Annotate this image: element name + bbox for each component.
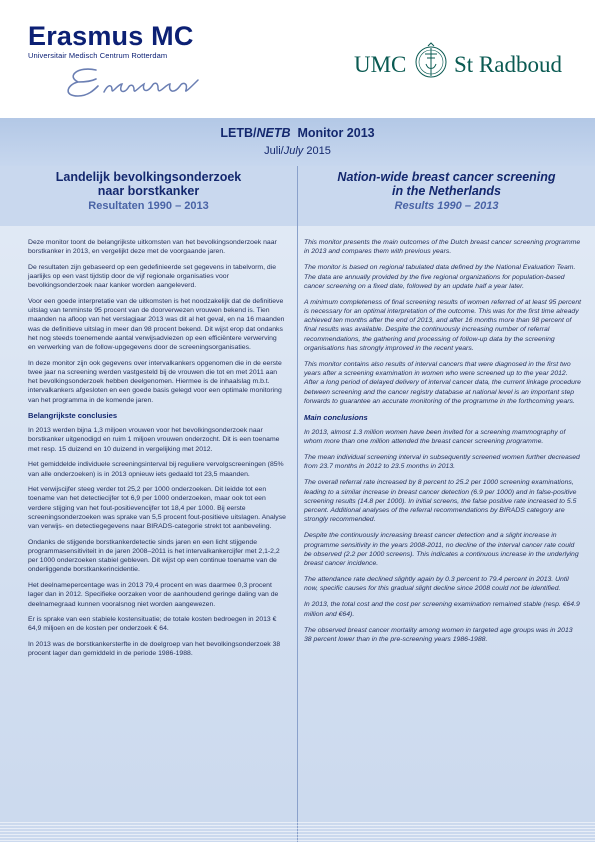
paragraph: De resultaten zijn gebaseerd op een gedefinieerde set gegevens in tabelvorm, die jaarlijks op een vast tijdstip door de vijf regionale organisaties voor bevolkingsonderzoek naar kanker worden aangeleverd. [28, 263, 277, 290]
date-italic: July [283, 145, 304, 157]
conclusion-paragraph: The overall referral rate increased by 8 percent to 25.2 per 1000 screening examinations, leading to a similar increase in breast cancer detection (6.9 per 1000) and in false-positive screening results (14.8 per 1000). In initial screens, the false positive rate increased to 5.5 percent. Additional analyses of the referral recommendations by BIRADS category are strongly recommended. [304, 479, 577, 524]
paragraph: This monitor presents the main outcomes of the Dutch breast cancer screening programme in 2013 and compares them with previous years. [304, 239, 581, 256]
paragraph: Voor een goede interpretatie van de uitkomsten is het noodzakelijk dat de definitieve uitslag van tenminste 95 procent van de doorverwezen vrouwen bekend is. Tien maanden na afloop van het verslagjaar 2013 was dit al het geval, en na 16 maanden was de definitieve uitslag in meer dan 98 procent bekend. Dit wijst erop dat ondanks het nog steeds toenemende aantal verwijsadviezen op een efficiëntere verwerving en verwerking van de follow-upgegevens door de screeningsorganisaties. [28, 298, 285, 352]
title-pre: LETB/ [220, 126, 257, 140]
conclusion-paragraph: Het deelnamepercentage was in 2013 79,4 procent en was daarmee 0,3 procent lager dan in 2012. Specifieke oorzaken voor de aanhoudend geringe daling van de deelnamegraad kunnen vooralsnog niet worden aangewezen. [28, 582, 279, 608]
page-header [0, 0, 595, 110]
english-title [298, 166, 595, 198]
bottom-stripe-decoration [0, 822, 595, 842]
dutch-body [28, 238, 286, 665]
erasmus-mc-title: Erasmus MC [28, 21, 194, 51]
dutch-column [0, 166, 297, 842]
date-post: 2015 [303, 145, 331, 157]
title-banner [0, 118, 595, 166]
dutch-column-header [0, 166, 297, 226]
conclusion-paragraph: Ondanks de stijgende borstkankerdetectie sinds jaren en een licht stijgende programmasensitiviteit in de jaren 2008–2011 is het intervalkankercijfer met 2,1-2,2 per 1000 onderzoeken stabiel gebleven. Dit wijst op een continue toename van de onderliggende borstkankerincidentie. [28, 538, 280, 574]
conclusion-paragraph: In 2013 werden bijna 1,3 miljoen vrouwen voor het bevolkingsonderzoek naar borstkanker uitgenodigd en ruim 1 miljoen vrouwen onderzocht. Dit is een toename met resp. 15 duizend en 10 duizend in vergelijking met 2012. [28, 427, 280, 453]
dutch-title-line1: Landelijk bevolkingsonderzoek [55, 170, 242, 184]
english-conclusions-heading: Main conclusions [304, 412, 368, 422]
english-title-line2: in the Netherlands [391, 184, 502, 198]
conclusion-paragraph: In 2013 was de borstkankersterfte in de doelgroep van het bevolkingsonderzoek 38 procent lager dan gemiddeld in de periode 1986-1988. [28, 641, 281, 658]
monitor-title [0, 126, 595, 140]
conclusion-paragraph: Het verwijscijfer steeg verder tot 25,2 per 1000 onderzoeken. Dit leidde tot een toename van het detectiecijfer tot 6,9 per 1000 onderzoeken, maar ook tot een verdere stijging van het fout-positievencijfer tot 18,4 per 1000. Bij eerste screeningsonderzoeken was sprake van 5,5 procent fout-positieve uitslagen. Analyse van verwijs- en detectiegegevens naar BIRADS-categorie strekt tot aanbeveling. [28, 486, 286, 531]
erasmus-mc-logo [28, 22, 258, 102]
conclusion-paragraph: In 2013, the total cost and the cost per screening examination remained stable (resp. €64.9 million and €64). [304, 601, 580, 618]
dutch-title [0, 166, 297, 198]
conclusion-paragraph: Despite the continuously increasing breast cancer detection and a slight increase in programme sensitivity in the years 2008-2011, no decline of the interval cancer rate could be observed (2.2 per 1000 screens). This indicates a continuous increase in the underlying breast cancer incidence. [304, 532, 579, 567]
erasmus-mc-subtitle: Universitair Medisch Centrum Rotterdam [28, 51, 168, 60]
english-subtitle: Results 1990 – 2013 [394, 200, 499, 212]
erasmus-signature-icon [48, 62, 218, 104]
umc-st-radboud-logo [354, 38, 574, 88]
paragraph: In deze monitor zijn ook gegevens over intervalkankers opgenomen die in de eerste twee jaar na screening werden vastgesteld bij de vrouwen die tot en met 2011 aan het bevolkingsonderzoek hebben deelgenomen. Hiermee is de inhaalslag m.b.t. intervalkankers afgesloten en een goede basis gelegd voor een optimale monitoring van het programma in de komende jaren. [28, 359, 282, 404]
conclusion-paragraph: The observed breast cancer mortality among women in targeted age groups was in 2013 38 percent lower than in the pre-screening years 1986-1988. [304, 626, 573, 643]
dutch-subtitle: Resultaten 1990 – 2013 [88, 200, 209, 212]
paragraph: This monitor contains also results of interval cancers that were diagnosed in the first two years after a screening examination in women who were screened up to the year 2012. After a long period of delayed delivery of interval cancer data, the current linkage procedure between screening and the cancer registry database at national level is an important step forwards to guarantee an accurate monitoring of the programme in the forthcoming years. [304, 360, 581, 405]
english-title-line1: Nation-wide breast cancer screening [337, 170, 556, 184]
paragraph: A minimum completeness of final screening results of women referred of at least 95 percent is necessary for an optimal interpretation of the outcome. This was for the first time already achieved ten months after the end of 2013, and after 16 months more than 98 percent of final results was available. Despite the continuously increasing number of referral recommendations, the gathering and processing of follow-up data by the screening organisations has strongly improved in the recent years. [304, 298, 582, 352]
conclusion-paragraph: The mean individual screening interval in subsequently screened women further decreased from 23.7 months in 2012 to 23.5 months in 2013. [304, 454, 580, 471]
paragraph: The monitor is based on regional tabulated data defined by the National Evaluation Team. The data are annually provided by the five regional organizations for population-based cancer screening on a fixed date, followed by an update half a year later. [304, 264, 576, 290]
radboud-seal-icon [414, 42, 448, 84]
date-pre: Juli/ [264, 145, 284, 157]
radboud-text: St Radboud [454, 52, 562, 77]
english-column-header [298, 166, 595, 226]
conclusion-paragraph: Er is sprake van een stabiele kostensituatie; de totale kosten bedroegen in 2013 € 64,9 miljoen en de kosten per onderzoek € 64. [28, 616, 277, 633]
umc-text: UMC [354, 52, 407, 77]
english-body [304, 238, 582, 651]
dutch-title-line2: naar borstkanker [97, 184, 200, 198]
title-italic: NETB [256, 126, 291, 140]
conclusion-paragraph: The attendance rate declined slightly again by 0.3 percent to 79.4 percent in 2013. Until now, specific causes for this gradual slight decline since 2008 could not be identified. [304, 576, 569, 593]
monitor-date [0, 145, 595, 157]
title-post: Monitor 2013 [290, 126, 375, 140]
paragraph: Deze monitor toont de belangrijkste uitkomsten van het bevolkingsonderzoek naar borstkanker in 2013, en vergelijkt deze met de voorgaande jaren. [28, 239, 277, 256]
english-column [298, 166, 595, 842]
dutch-conclusions-heading: Belangrijkste conclusies [28, 411, 118, 421]
conclusion-paragraph: Het gemiddelde individuele screeningsinterval bij reguliere vervolgscreeningen (85% van alle onderzoeken) is in 2013 opnieuw iets gedaald tot 23,5 maanden. [28, 461, 284, 478]
conclusion-paragraph: In 2013, almost 1.3 million women have been invited for a screening mammography of whom more than one million attended the breast cancer screening programme. [304, 428, 566, 446]
